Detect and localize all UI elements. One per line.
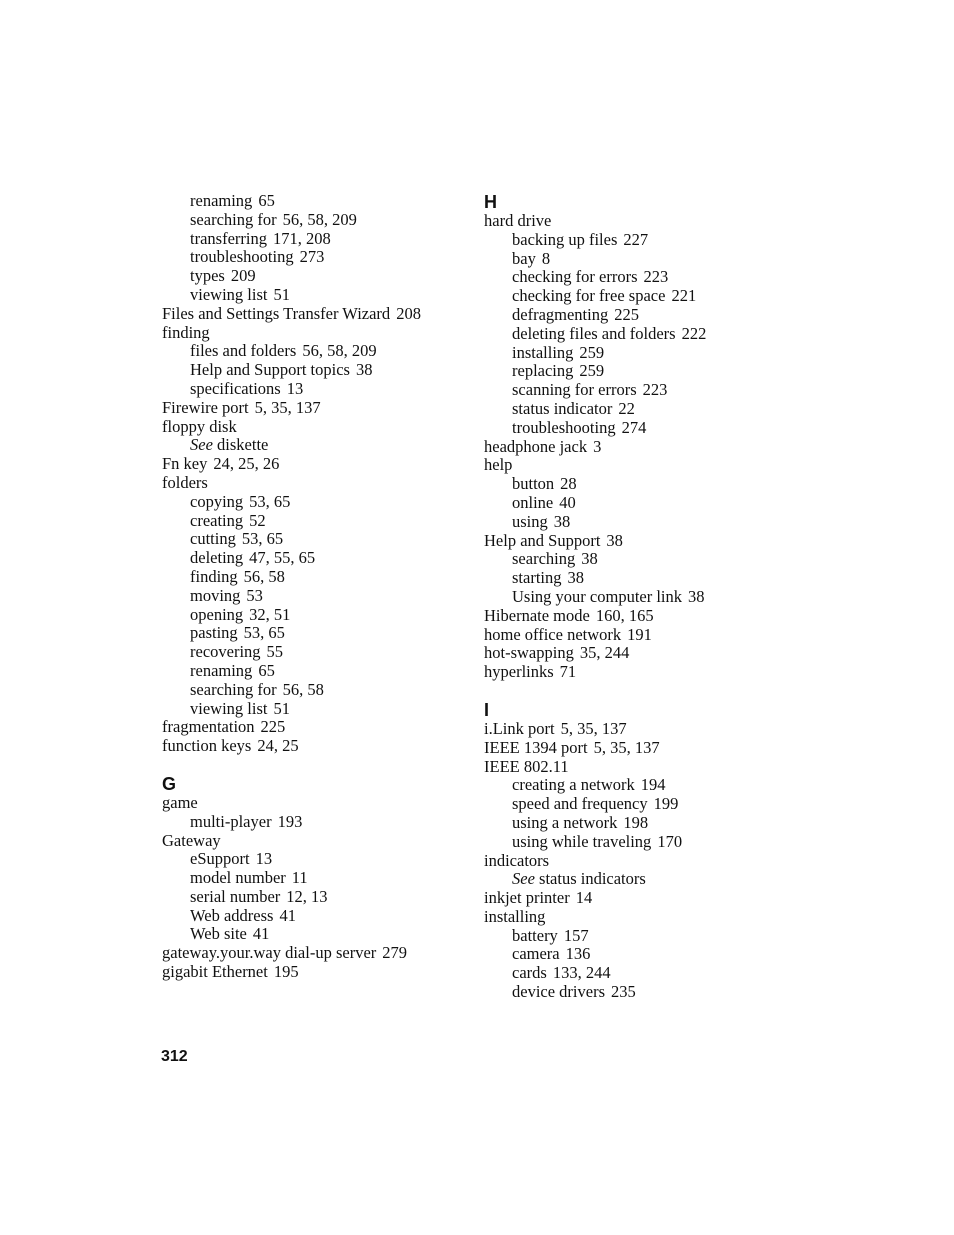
index-term: using while traveling — [512, 831, 652, 851]
index-term: Fn key — [162, 454, 208, 474]
index-term: moving — [190, 585, 241, 605]
index-term: diskette — [217, 435, 269, 455]
page-references: 52 — [249, 510, 266, 530]
index-entry — [162, 305, 462, 324]
index-term: model number — [190, 868, 286, 888]
index-subentry — [484, 325, 784, 344]
index-subentry — [484, 588, 784, 607]
index-letter-heading: H — [484, 192, 497, 212]
index-term: IEEE 1394 port — [484, 737, 588, 757]
index-subentry — [162, 587, 462, 606]
page-references: 199 — [653, 794, 679, 814]
page-references: 3 — [593, 436, 602, 456]
index-subentry — [484, 833, 784, 852]
index-term: cutting — [190, 529, 236, 549]
index-entry — [484, 607, 784, 626]
index-entry — [162, 944, 462, 963]
index-subentry — [484, 475, 784, 494]
index-term: installing — [484, 906, 546, 926]
index-subentry — [484, 494, 784, 513]
page-references: 53, 65 — [241, 529, 284, 549]
page-references: 194 — [640, 775, 666, 795]
index-term: hard drive — [484, 211, 552, 230]
index-term: Files and Settings Transfer Wizard — [162, 303, 391, 323]
page-references: 53, 65 — [243, 623, 285, 643]
page-references: 227 — [623, 229, 649, 249]
page-references: 71 — [559, 662, 577, 682]
page-references: 41 — [279, 905, 296, 925]
index-entry — [484, 852, 784, 871]
index-subentry — [484, 550, 784, 569]
page-references: 13 — [255, 849, 273, 869]
page-references: 223 — [642, 380, 668, 400]
index-term: specifications — [190, 378, 281, 398]
page-references: 22 — [618, 398, 635, 418]
page-references: 5, 35, 137 — [560, 718, 627, 738]
index-term: indicators — [484, 850, 550, 870]
index-term: finding — [190, 566, 238, 586]
index-subentry — [162, 436, 462, 455]
index-term: speed and frequency — [512, 794, 648, 814]
page-references: 56, 58, 209 — [302, 341, 377, 361]
index-term: gateway.your.way dial-up server — [162, 943, 377, 963]
index-term: inkjet printer — [484, 888, 570, 908]
page-references: 24, 25, 26 — [213, 454, 280, 474]
index-entry — [484, 739, 784, 758]
index-term: searching for — [190, 209, 277, 229]
page-references: 259 — [579, 361, 605, 381]
index-column-left — [162, 192, 462, 982]
index-term: serial number — [190, 886, 281, 906]
index-term: starting — [512, 568, 562, 588]
page-references: 279 — [382, 943, 408, 963]
index-subentry — [162, 361, 462, 380]
index-term: opening — [190, 604, 244, 624]
index-subentry — [162, 230, 462, 249]
index-term: multi-player — [190, 811, 272, 831]
index-subentry — [162, 907, 462, 926]
page-references: 8 — [541, 248, 551, 268]
page-references: 53, 65 — [249, 491, 291, 511]
index-subentry — [484, 381, 784, 400]
index-term: Hibernate mode — [484, 605, 590, 625]
index-subentry — [162, 850, 462, 869]
page-references: 38 — [581, 549, 598, 569]
index-subentry — [162, 643, 462, 662]
index-term: viewing list — [190, 698, 268, 718]
index-term: fragmentation — [162, 717, 255, 737]
index-term: backing up files — [512, 229, 618, 249]
page-references: 136 — [565, 944, 591, 964]
index-term: eSupport — [190, 849, 250, 869]
page-references: 38 — [553, 511, 571, 531]
index-term: function keys — [162, 736, 252, 756]
page-references: 170 — [657, 831, 683, 851]
page-references: 225 — [614, 304, 639, 324]
page-references: 222 — [681, 323, 707, 343]
index-entry — [484, 532, 784, 551]
index-entry — [484, 720, 784, 739]
index-entry — [162, 399, 462, 418]
page-references: 193 — [277, 811, 303, 831]
index-term: transferring — [190, 228, 267, 248]
index-subentry — [162, 380, 462, 399]
index-term: finding — [162, 322, 210, 342]
index-term: deleting files and folders — [512, 323, 676, 343]
index-entry — [484, 889, 784, 908]
page-references: 51 — [273, 698, 290, 718]
page-references: 5, 35, 137 — [254, 397, 321, 417]
index-subentry — [162, 342, 462, 361]
page-references: 53 — [246, 585, 263, 605]
page-references: 51 — [273, 284, 290, 304]
index-entry — [162, 794, 462, 813]
index-term: device drivers — [512, 982, 605, 1002]
index-subentry — [162, 267, 462, 286]
index-entry — [484, 908, 784, 927]
index-entry — [162, 418, 462, 437]
page-references: 133, 244 — [552, 963, 611, 983]
index-subentry — [484, 513, 784, 532]
index-term: Web address — [190, 905, 274, 925]
page-references: 38 — [606, 530, 623, 550]
index-subentry — [162, 549, 462, 568]
page-references: 24, 25 — [257, 736, 299, 756]
index-entry — [162, 737, 462, 756]
index-entry — [162, 718, 462, 737]
index-column-right — [484, 192, 784, 1002]
page-references: 56, 58 — [282, 679, 324, 699]
index-term: i.Link port — [484, 718, 555, 738]
see-reference-label: See — [190, 435, 213, 455]
index-term: checking for errors — [512, 267, 638, 287]
index-subentry — [162, 248, 462, 267]
page-references: 11 — [291, 868, 308, 888]
index-term: troubleshooting — [512, 417, 616, 437]
index-term: Help and Support — [484, 530, 601, 550]
index-subentry — [484, 776, 784, 795]
index-entry — [484, 644, 784, 663]
index-subentry — [484, 927, 784, 946]
index-term: files and folders — [190, 341, 297, 361]
index-term: Help and Support topics — [190, 360, 350, 380]
page-references: 35, 244 — [579, 643, 630, 663]
page-references: 157 — [563, 925, 589, 945]
page-references: 14 — [575, 888, 593, 908]
index-term: renaming — [190, 191, 253, 210]
index-subentry — [484, 268, 784, 287]
index-letter-heading: G — [162, 773, 177, 794]
index-term: using — [512, 511, 548, 531]
index-entry — [162, 324, 462, 343]
index-subentry — [484, 287, 784, 306]
index-term: floppy disk — [162, 416, 237, 436]
index-term: headphone jack — [484, 436, 588, 456]
index-subentry — [484, 306, 784, 325]
page-references: 235 — [611, 982, 636, 1002]
page-references: 171, 208 — [272, 228, 331, 248]
index-term: IEEE 802.11 — [484, 756, 569, 776]
index-term: home office network — [484, 624, 622, 644]
index-term: checking for free space — [512, 286, 666, 306]
index-term: hyperlinks — [484, 662, 554, 682]
page-references: 32, 51 — [249, 604, 291, 624]
index-entry — [484, 663, 784, 682]
index-term: viewing list — [190, 284, 268, 304]
index-subentry — [162, 681, 462, 700]
page-references: 13 — [286, 378, 304, 398]
index-term: installing — [512, 342, 574, 362]
page-references: 225 — [260, 717, 286, 737]
page-references: 259 — [579, 342, 605, 362]
index-subentry — [162, 512, 462, 531]
index-term: deleting — [190, 548, 244, 568]
index-term: creating — [190, 510, 244, 530]
page-references: 160, 165 — [595, 605, 654, 625]
index-entry — [484, 212, 784, 231]
index-term: recovering — [190, 642, 261, 662]
page-references: 65 — [258, 191, 275, 210]
index-subentry — [162, 606, 462, 625]
index-subentry — [162, 530, 462, 549]
index-entry — [162, 455, 462, 474]
page-references: 198 — [623, 812, 649, 832]
index-subentry — [162, 568, 462, 587]
index-term: copying — [190, 491, 244, 511]
page-references: 55 — [266, 642, 284, 662]
index-subentry — [484, 400, 784, 419]
index-term: game — [162, 792, 198, 812]
index-subentry — [484, 814, 784, 833]
index-entry — [162, 474, 462, 493]
index-term: camera — [512, 944, 560, 964]
index-term: creating a network — [512, 775, 635, 795]
index-term: searching for — [190, 679, 277, 699]
index-subentry — [162, 662, 462, 681]
page-references: 191 — [627, 624, 652, 644]
index-term: status indicator — [512, 398, 613, 418]
index-subentry — [484, 250, 784, 269]
page-references: 221 — [671, 286, 697, 306]
index-term: Gateway — [162, 830, 221, 850]
index-subentry — [484, 231, 784, 250]
index-subentry — [484, 362, 784, 381]
index-entry — [484, 758, 784, 777]
page-references: 65 — [258, 660, 275, 680]
page-references: 28 — [560, 474, 577, 494]
page-references: 5, 35, 137 — [593, 737, 660, 757]
index-term: searching — [512, 549, 576, 569]
page-references: 273 — [299, 247, 325, 267]
index-subentry — [484, 870, 784, 889]
page-number: 312 — [161, 1048, 188, 1065]
index-term: renaming — [190, 660, 253, 680]
index-term: replacing — [512, 361, 574, 381]
index-term: button — [512, 474, 555, 494]
index-subentry — [162, 286, 462, 305]
page-references: 195 — [273, 962, 299, 982]
page-references: 209 — [230, 266, 256, 286]
page-references: 223 — [643, 267, 669, 287]
index-term: Firewire port — [162, 397, 249, 417]
index-subentry — [484, 945, 784, 964]
index-subentry — [484, 419, 784, 438]
index-subentry — [484, 795, 784, 814]
index-term: scanning for errors — [512, 380, 637, 400]
index-subentry — [162, 888, 462, 907]
index-subentry — [484, 344, 784, 363]
index-subentry — [162, 813, 462, 832]
page-references: 12, 13 — [286, 886, 328, 906]
index-entry — [162, 963, 462, 982]
index-term: defragmenting — [512, 304, 609, 324]
page-references: 38 — [688, 586, 705, 606]
index-term: gigabit Ethernet — [162, 962, 268, 982]
index-term: Using your computer link — [512, 586, 683, 606]
page-references: 56, 58, 209 — [282, 209, 357, 229]
index-term: using a network — [512, 812, 618, 832]
index-term: folders — [162, 472, 208, 492]
page-references: 41 — [252, 924, 270, 944]
see-reference-label: See — [512, 869, 535, 889]
index-term: help — [484, 455, 513, 475]
page-references: 38 — [355, 360, 373, 380]
page-references: 47, 55, 65 — [249, 548, 316, 568]
page-references: 208 — [396, 303, 421, 323]
index-term: types — [190, 266, 225, 286]
index-term: battery — [512, 925, 558, 945]
index-letter-heading: I — [484, 699, 490, 720]
index-subentry — [162, 700, 462, 719]
index-subentry — [162, 493, 462, 512]
index-term: cards — [512, 963, 547, 983]
index-entry — [484, 626, 784, 645]
index-subentry — [484, 983, 784, 1002]
index-term: troubleshooting — [190, 247, 294, 267]
index-entry — [484, 456, 784, 475]
page-references: 56, 58 — [243, 566, 285, 586]
index-term: bay — [512, 248, 536, 268]
index-subentry — [484, 964, 784, 983]
index-term: Web site — [190, 924, 247, 944]
index-subentry — [162, 869, 462, 888]
index-term: status indicators — [539, 869, 646, 889]
index-subentry — [162, 192, 462, 211]
index-subentry — [162, 624, 462, 643]
index-term: hot-swapping — [484, 643, 574, 663]
index-subentry — [162, 211, 462, 230]
index-term: online — [512, 492, 554, 512]
page-references: 274 — [621, 417, 647, 437]
page-references: 40 — [559, 492, 576, 512]
index-entry — [484, 438, 784, 457]
index-term: pasting — [190, 623, 238, 643]
index-subentry — [484, 569, 784, 588]
index-subentry — [162, 925, 462, 944]
page-references: 38 — [567, 568, 584, 588]
index-entry — [162, 832, 462, 851]
